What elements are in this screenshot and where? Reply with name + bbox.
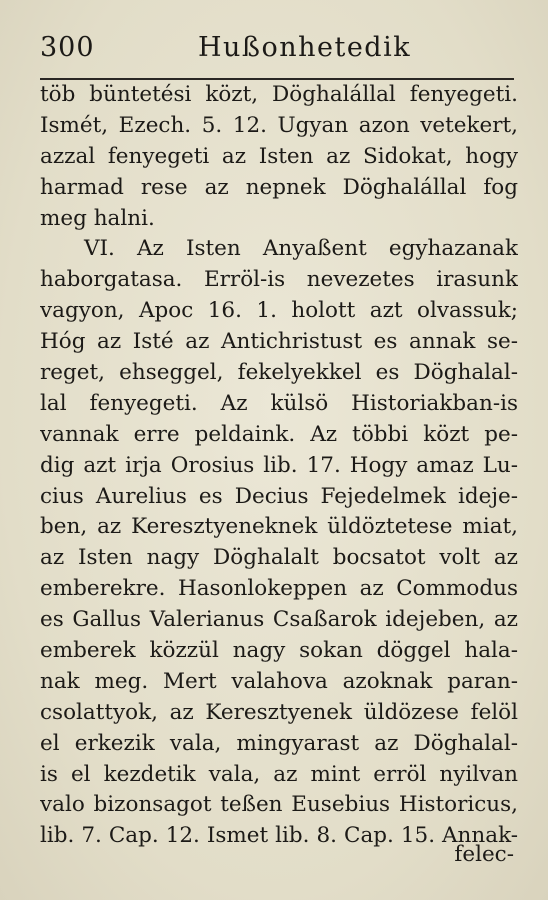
text-line: ben, az Keresztyeneknek üldöztetese miat, (40, 514, 518, 540)
text-line: lal fenyegeti. Az külsö Historiakban-is (40, 390, 518, 416)
body-text (40, 80, 518, 852)
text-line: valo bizonsagot teßen Eusebius Historicus, (40, 792, 518, 818)
text-line: cius Aurelius es Decius Fejedelmek ideje- (40, 483, 518, 509)
text-line: töb büntetési közt, Döghalállal fenyegeti. (40, 82, 518, 107)
text-line: dig azt irja Orosius lib. 17. Hogy amaz Lu- (40, 452, 518, 478)
text-line: emberekre. Hasonlokeppen az Commodus (40, 576, 518, 602)
text-line: Ismét, Ezech. 5. 12. Ugyan azon vetekert, (40, 112, 518, 138)
page-header (40, 32, 518, 78)
text-line: es Gallus Valerianus Csaßarok idejeben, az (40, 607, 518, 633)
text-line: vannak erre peldaink. Az többi közt pe- (40, 421, 518, 447)
text-line: az Isten nagy Döghalalt bocsatot volt az (40, 545, 518, 571)
text-line: is el kezdetik vala, az mint erröl nyilvan (40, 761, 518, 787)
text-line: azzal fenyegeti az Isten az Sidokat, hogy (40, 143, 518, 169)
running-head: Hußonhetedik (198, 32, 412, 63)
text-line: nak meg. Mert valahova azoknak paran- (40, 668, 518, 694)
text-line: VI. Az Isten Anyaßent egyhazanak (84, 236, 518, 262)
text-line: harmad rese az nepnek Döghalállal fog (40, 174, 518, 200)
text-line: vagyon, Apoc 16. 1. holott azt olvassuk; (40, 298, 518, 324)
text-line: lib. 7. Cap. 12. Ismet lib. 8. Cap. 15. Annak- (40, 823, 518, 849)
text-line: reget, ehseggel, fekelyekkel es Döghalal- (40, 360, 518, 386)
text-line: Hóg az Isté az Antichristust es annak se- (40, 329, 518, 355)
text-line: el erkezik vala, mingyarast az Döghalal- (40, 730, 518, 756)
page-number: 300 (40, 32, 95, 63)
catchword: felec- (454, 842, 514, 867)
text-line: meg halni. (40, 205, 155, 231)
text-line: emberek közzül nagy sokan döggel hala- (40, 638, 518, 664)
text-line: csolattyok, az Keresztyenek üldözese felöl (40, 699, 518, 725)
text-line: haborgatasa. Erröl-is nevezetes irasunk (40, 267, 518, 293)
